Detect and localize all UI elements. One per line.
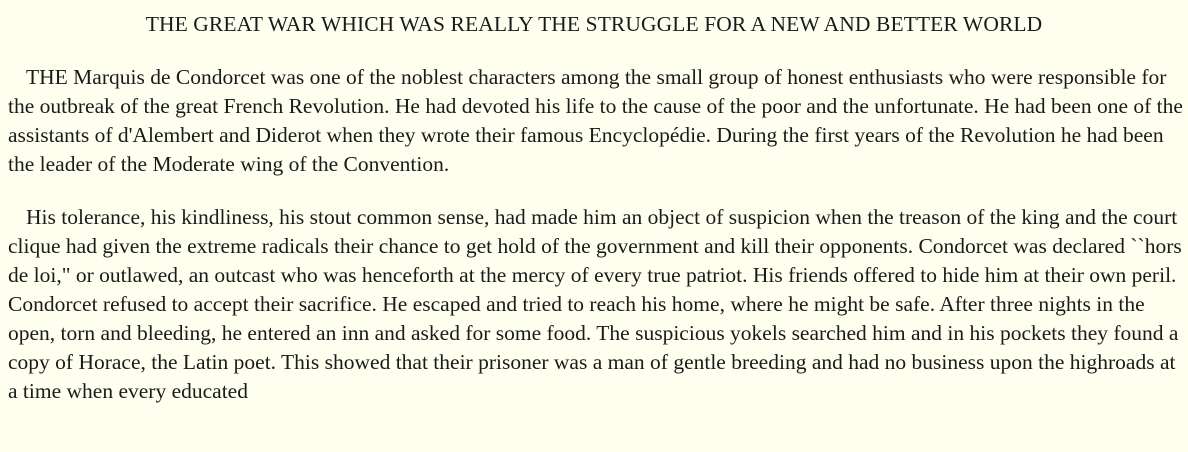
chapter-title: THE GREAT WAR WHICH WAS REALLY THE STRUGGLE FOR A NEW AND BETTER WORLD <box>145 12 1043 36</box>
paragraph-2: His tolerance, his kindliness, his stout common sense, had made him an object of suspicion when the treason of the king and the court clique had given the extreme radicals their chance to get hold of the government and kill their opponents. Condorcet was declared ``hors de loi," or outlawed, an outcast who was henceforth at the mercy of every true patriot. His friends offered to hide him at their own peril. Condorcet refused to accept their sacrifice. He escaped and tried to reach his home, where he might be safe. After three nights in the open, torn and bleeding, he entered an inn and asked for some food. The suspicious yokels searched him and in his pockets they found a copy of Horace, the Latin poet. This showed that their prisoner was a man of gentle breeding and had no business upon the highroads at a time when every educated <box>8 205 1182 403</box>
paragraph-1: THE Marquis de Condorcet was one of the noblest characters among the small group of honest enthusiasts who were responsible for the outbreak of the great French Revolution. He had devoted his life to the cause of the poor and the unfortunate. He had been one of the assistants of d'Alembert and Diderot when they wrote their famous Encyclopédie. During the first years of the Revolution he had been the leader of the Moderate wing of the Convention. <box>8 65 1183 176</box>
